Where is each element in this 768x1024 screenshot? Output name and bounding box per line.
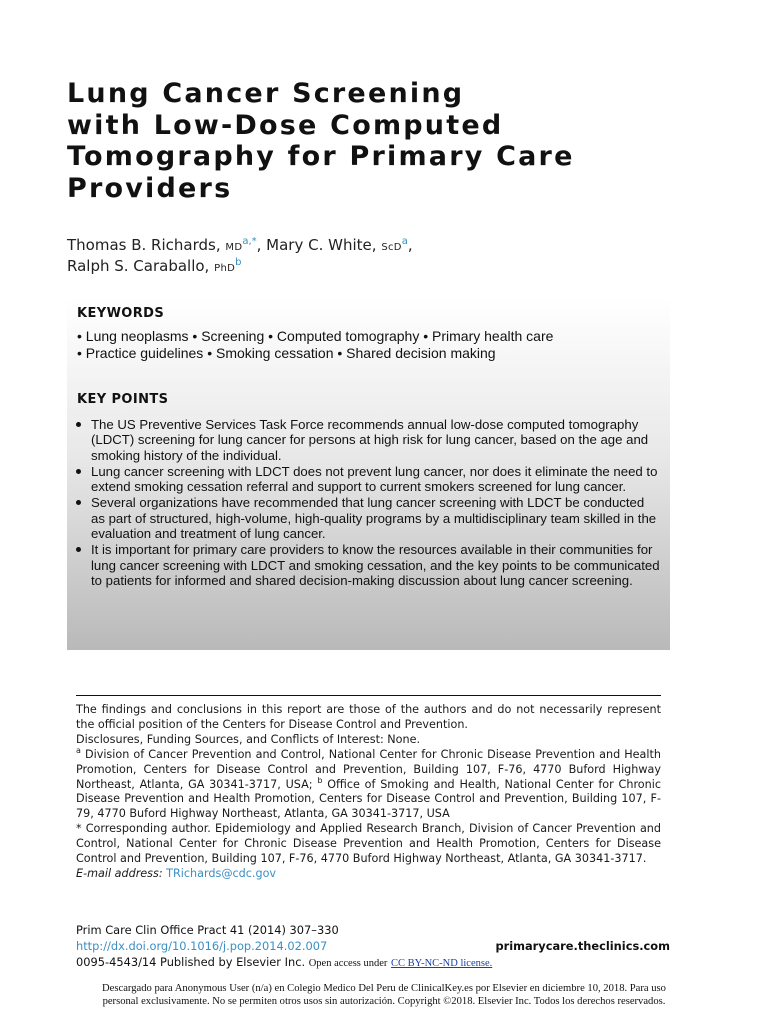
open-access-text: Open access under <box>308 958 388 969</box>
bullet-icon <box>76 469 81 474</box>
affiliation-mark: b <box>317 775 323 785</box>
bullet-icon <box>76 500 81 505</box>
author-degree: ScD <box>381 242 402 253</box>
affiliations <box>76 745 661 823</box>
key-point-item <box>75 495 660 541</box>
affiliation-mark[interactable]: b <box>235 257 242 268</box>
doi-link[interactable]: http://dx.doi.org/10.1016/j.pop.2014.02.007 <box>76 939 328 953</box>
article-title <box>67 78 667 204</box>
key-point-item <box>75 542 660 588</box>
key-point-text: The US Preventive Services Task Force recommends annual low-dose computed tomography (LDCT) screening for lung cancer for persons at high risk for lung cancer, based on the age and smoking history of the individual. <box>91 417 649 463</box>
key-point-text: Several organizations have recommended that lung cancer screening with LDCT be conducted as part of structured, high-volume, high-quality programs by a multidisciplinary team skilled in the evaluation and treatment of lung cancer. <box>91 495 657 542</box>
key-point-text: It is important for primary care providers to know the resources available in their communities for lung cancer screening with LDCT and smoking cessation, and the key points to be communicated to patients for informed and shared decision-making discussion about lung cancer screening. <box>91 542 660 588</box>
author-separator: , <box>407 236 413 254</box>
author-list <box>67 236 687 278</box>
email-line <box>76 867 661 882</box>
key-point-text: Lung cancer screening with LDCT does not prevent lung cancer, nor does it eliminate the need to extend smoking cessation referral and support to current smokers screened for lung cancer. <box>91 463 658 495</box>
key-points-list <box>75 417 660 589</box>
disclaimer: The findings and conclusions in this report are those of the authors and do not necessarily represent the official position of the Centers for Disease Control and Prevention. <box>76 703 661 731</box>
key-point-item <box>75 464 660 495</box>
email-label: E-mail address: <box>76 866 163 880</box>
citation: Prim Care Clin Office Pract 41 (2014) 307–330 <box>76 923 339 937</box>
download-notice <box>0 983 768 1008</box>
affiliation-mark[interactable]: a <box>401 236 408 247</box>
title-line: Lung Cancer Screening <box>67 78 465 109</box>
journal-info <box>76 922 670 970</box>
affiliation-mark: a <box>76 745 81 755</box>
keywords-heading: KEYWORDS <box>77 306 165 321</box>
keywords-list <box>77 328 662 362</box>
title-line: Tomography for Primary Care <box>67 141 575 172</box>
disclosures: Disclosures, Funding Sources, and Conflicts of Interest: None. <box>76 732 421 746</box>
download-notice-line: personal exclusivamente. No se permiten otros usos sin autorización. Copyright ©2018. Elsevier Inc. Todos los derechos reservados. <box>102 995 666 1007</box>
download-notice-line: Descargado para Anonymous User (n/a) en Colegio Medico Del Peru de ClinicalKey.es por Elsevier en diciembre 10, 2018. Para uso <box>102 983 666 994</box>
affiliation-mark[interactable]: a,* <box>242 236 257 247</box>
email-link[interactable]: TRichards@cdc.gov <box>166 866 277 880</box>
keywords-line: • Practice guidelines • Smoking cessation • Shared decision making <box>77 345 496 361</box>
license-link[interactable]: CC BY-NC-ND license. <box>391 958 493 969</box>
title-line: Providers <box>67 172 233 204</box>
affiliation-a: Division of Cancer Prevention and Control, National Center for Chronic Disease Prevention and Health Promotion, Centers for Disease Control and Prevention, Building 107, F-76, 4770 Buford Highway Northeast, Atlanta, GA 30341-3717, USA; <box>76 747 661 791</box>
author-name: Ralph S. Caraballo, <box>67 257 210 275</box>
bullet-icon <box>76 547 81 552</box>
doi-row <box>76 938 670 954</box>
author-name: Thomas B. Richards, <box>67 236 221 254</box>
bullet-icon <box>76 422 81 427</box>
author-degree: MD <box>225 242 243 253</box>
journal-site[interactable]: primarycare.theclinics.com <box>495 939 670 953</box>
issn-publisher: 0095-4543/14 Published by Elsevier Inc. <box>76 955 306 969</box>
keywords-line: • Lung neoplasms • Screening • Computed tomography • Primary health care <box>77 328 554 344</box>
author-degree: PhD <box>214 263 236 274</box>
key-points-heading: KEY POINTS <box>77 392 169 407</box>
affiliation-b: Office of Smoking and Health, National Center for Chronic Disease Prevention and Health Promotion, Centers for Disease Control and Prevention, Building 107, F-79, 4770 Buford Highway Northeast, Atlanta, GA 30341-3717, USA <box>76 777 661 821</box>
title-line: with Low-Dose Computed <box>67 109 504 141</box>
author-name: , Mary C. White, <box>256 236 377 254</box>
summary-box <box>67 298 670 650</box>
issn-row <box>76 954 670 970</box>
front-matter-notes <box>76 695 661 882</box>
citation-row <box>76 922 670 938</box>
corresponding-author: * Corresponding author. Epidemiology and Applied Research Branch, Division of Cancer Prevention and Control, National Center for Chronic Disease Prevention and Health Promotion, Centers for Disease Control and Prevention, Building 107, F-76, 4770 Buford Highway Northeast, Atlanta, GA 30341-3717. <box>76 822 661 866</box>
key-point-item <box>75 417 660 463</box>
